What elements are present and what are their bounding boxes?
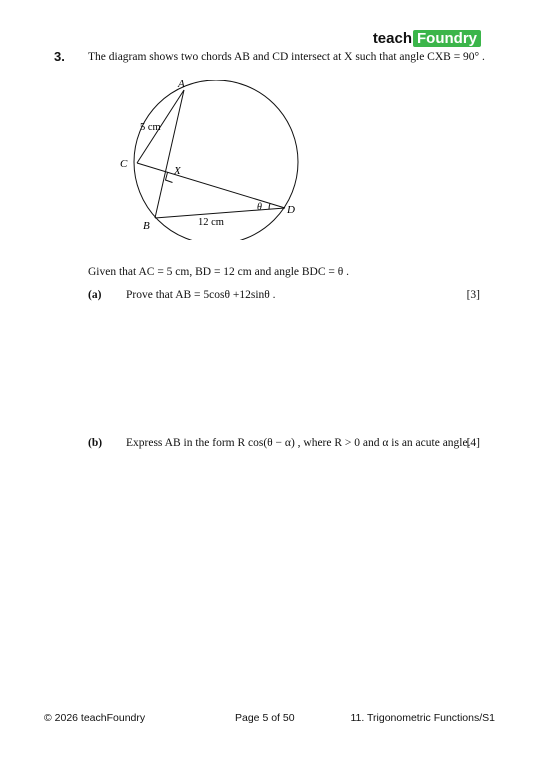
given-statement: Given that AC = 5 cm, BD = 12 cm and angle BDC = θ . (88, 266, 350, 278)
part-b-marks: [4] (466, 437, 480, 449)
bd-length-label: 12 cm (198, 217, 224, 228)
point-b-label: B (143, 220, 150, 232)
circle-chords-diagram (115, 80, 315, 240)
teachfoundry-logo (373, 30, 481, 47)
part-b-text: Express AB in the form R cos(θ − α) , where R > 0 and α is an acute angle. (126, 437, 471, 449)
point-a-label: A (178, 80, 185, 90)
point-c-label: C (120, 158, 128, 170)
logo-foundry: Foundry (413, 30, 481, 47)
ac-length-label: 5 cm (140, 122, 161, 133)
angle-theta-arc (269, 204, 270, 210)
question-stem: The diagram shows two chords AB and CD intersect at X such that angle CXB = 90° . (88, 51, 485, 63)
part-a-label: (a) (88, 289, 102, 301)
point-d-label: D (287, 204, 295, 216)
footer-copyright: © 2026 teachFoundry (44, 712, 146, 724)
right-angle-mark (166, 173, 173, 183)
point-x-label: X (174, 165, 181, 177)
question-number: 3. (54, 49, 65, 64)
page-footer (0, 712, 533, 732)
part-a-text: Prove that AB = 5cosθ +12sinθ . (126, 289, 276, 301)
angle-theta-label: θ (257, 202, 262, 213)
footer-page-number: Page 5 of 50 (235, 712, 295, 724)
logo-teach: teach (372, 30, 412, 47)
circle (134, 80, 298, 240)
footer-topic: 11. Trigonometric Functions/S1 (350, 712, 495, 724)
part-b-label: (b) (88, 437, 103, 449)
chord-ab (155, 90, 184, 218)
part-a-marks: [3] (466, 289, 480, 301)
